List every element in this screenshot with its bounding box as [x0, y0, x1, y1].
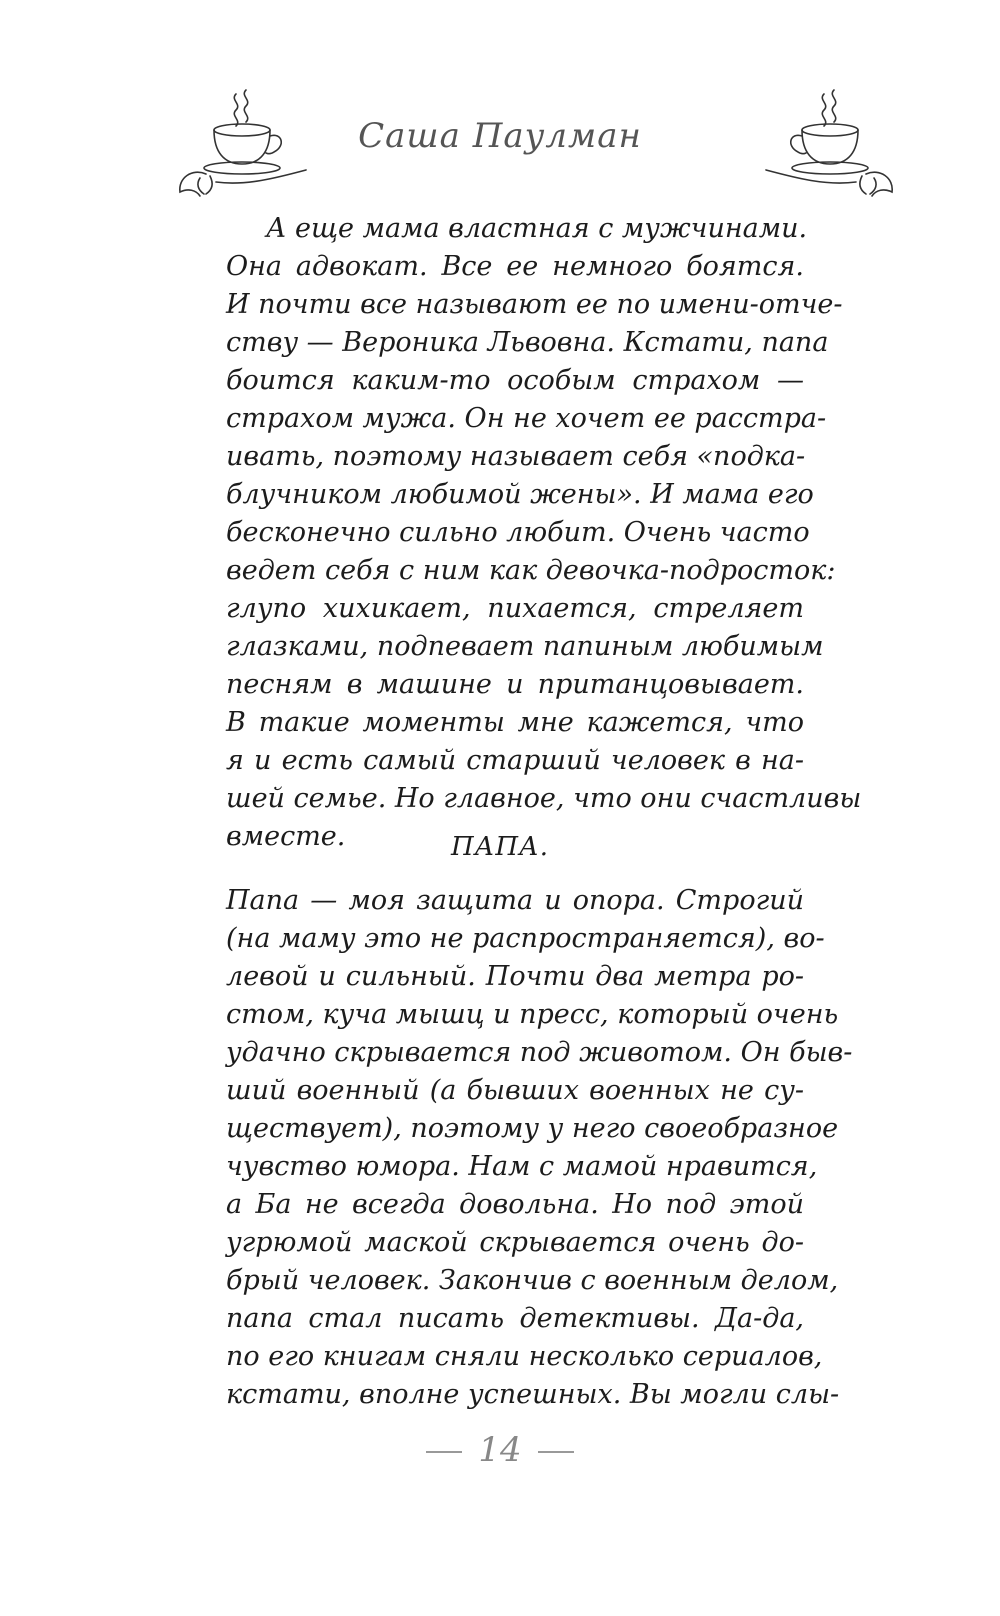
text-line: удачно скрывается под животом. Он быв-	[226, 1037, 853, 1068]
text-line: ству — Вероника Львовна. Кстати, папа	[226, 327, 829, 358]
text-line: кстати, вполне успешных. Вы могли слы-	[226, 1379, 840, 1410]
text-line: страхом мужа. Он не хочет ее расстра-	[226, 403, 827, 434]
page-footer	[0, 1430, 1000, 1470]
text-line: песням в машине и пританцовывает.	[226, 669, 804, 700]
text-line: шей семье. Но главное, что они счастливы	[226, 783, 862, 814]
text-line: папа стал писать детективы. Да-да,	[226, 1303, 804, 1334]
page-header	[0, 0, 1000, 200]
text-line: чувство юмора. Нам с мамой нравится,	[226, 1151, 818, 1182]
text-line: ведет себя с ним как девочка-подросток:	[226, 555, 836, 586]
text-line: глазками, подпевает папиным любимым	[226, 631, 824, 662]
text-line: вместе.	[226, 821, 346, 852]
text-line: Папа — моя защита и опора. Строгий	[226, 885, 804, 916]
section-heading: ПАПА.	[451, 832, 549, 862]
paragraph-mother	[226, 210, 862, 856]
footer-dash-right	[538, 1451, 574, 1453]
page-number: 14	[478, 1430, 522, 1470]
text-line: блучником любимой жены». И мама его	[226, 479, 814, 510]
text-line: боится каким-то особым страхом —	[226, 365, 804, 396]
text-line: брый человек. Закончив с военным делом,	[226, 1265, 839, 1296]
text-line: бесконечно сильно любит. Очень часто	[226, 517, 810, 548]
author-name: Саша Паулман	[358, 116, 642, 156]
text-line: стом, куча мышц и пресс, который очень	[226, 999, 839, 1030]
footer-dash-left	[426, 1451, 462, 1453]
text-line: я и есть самый старший человек в на-	[226, 745, 804, 776]
text-line: В такие моменты мне кажется, что	[226, 707, 804, 738]
text-line: И почти все называют ее по имени-отче-	[226, 289, 843, 320]
text-line: угрюмой маской скрывается очень до-	[226, 1227, 804, 1258]
text-line: ивать, поэтому называет себя «подка-	[226, 441, 806, 472]
coffee-cup-croissant-icon	[738, 82, 898, 202]
text-line: а Ба не всегда довольна. Но под этой	[226, 1189, 804, 1220]
text-line: по его книгам сняли несколько сериалов,	[226, 1341, 823, 1372]
text-line: ществует), поэтому у него своеобразное	[226, 1113, 839, 1144]
paragraph-father	[226, 882, 853, 1414]
text-line: глупо хихикает, пихается, стреляет	[226, 593, 804, 624]
text-line: (на маму это не распространяется), во-	[226, 923, 825, 954]
text-line: А еще мама властная с мужчинами.	[266, 213, 808, 244]
text-line: Она адвокат. Все ее немного боятся.	[226, 251, 804, 282]
text-line: левой и сильный. Почти два метра ро-	[226, 961, 804, 992]
text-line: ший военный (а бывших военных не су-	[226, 1075, 804, 1106]
